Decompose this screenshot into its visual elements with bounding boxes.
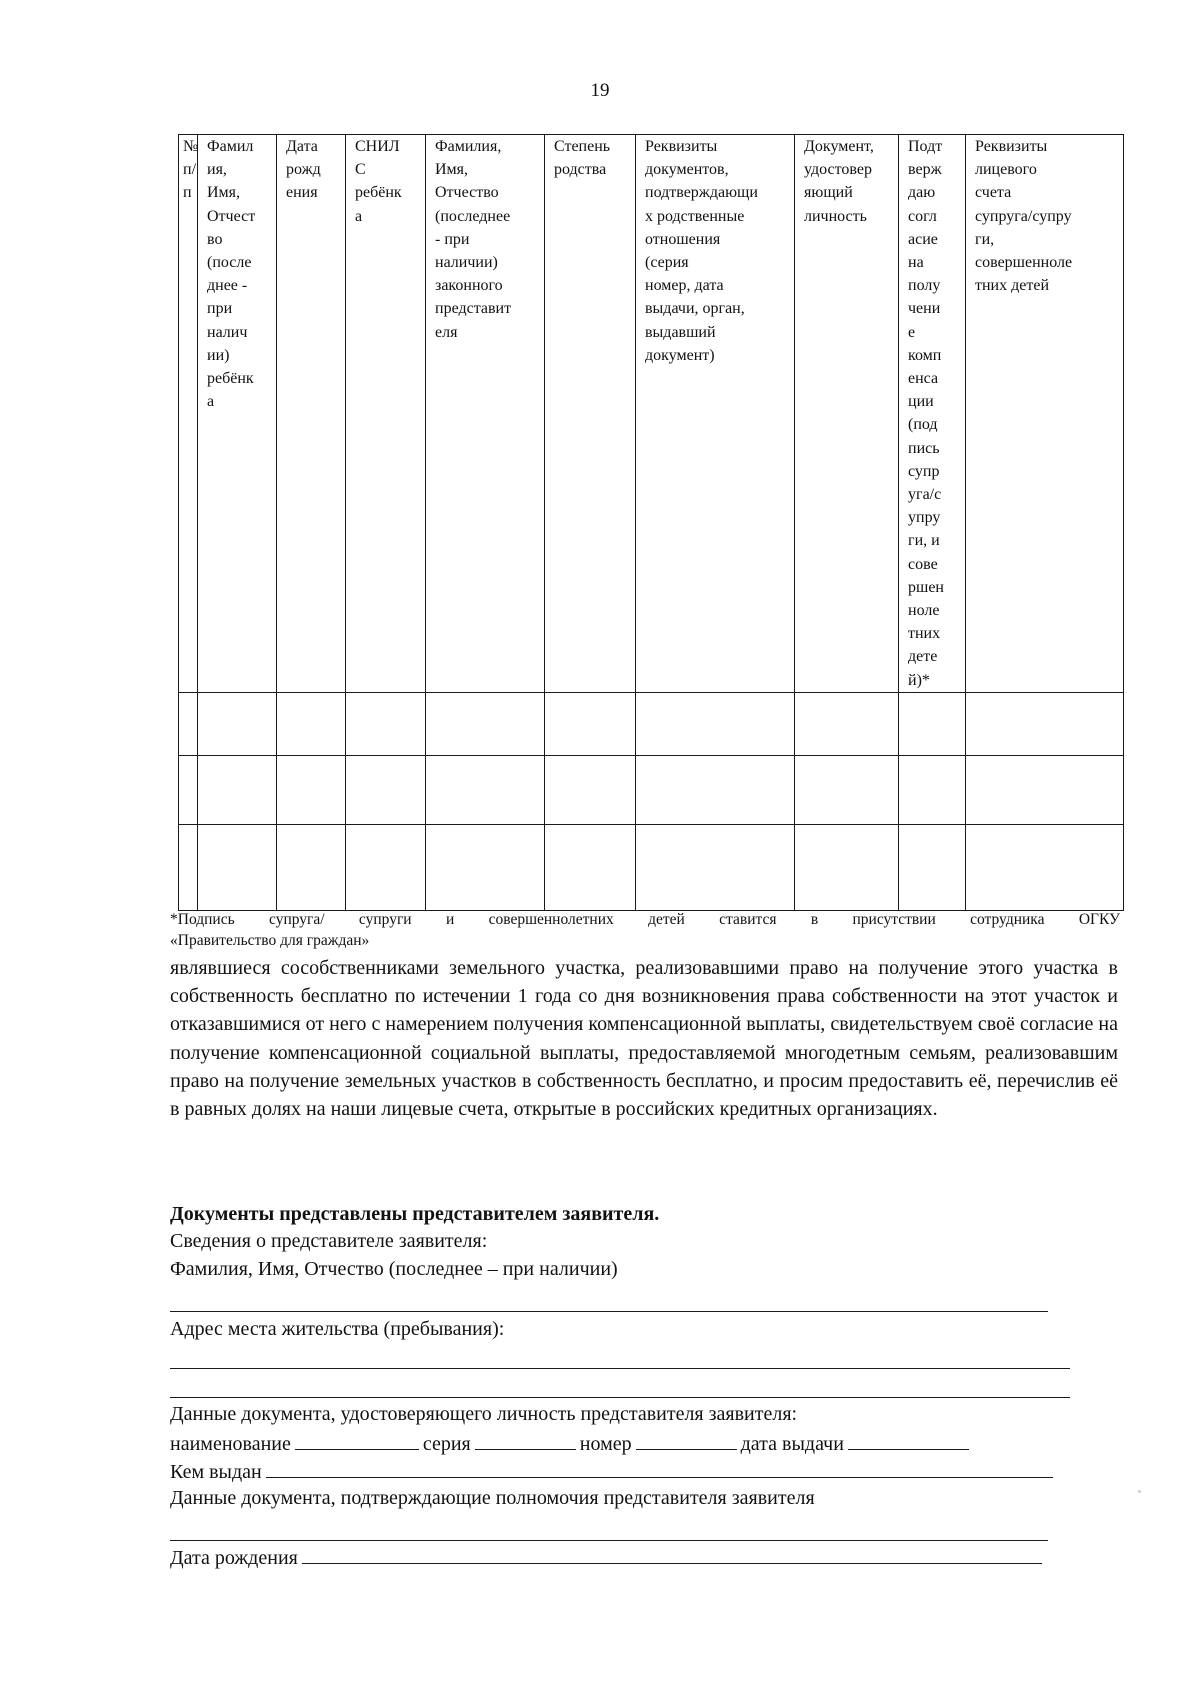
header-child-fio: Фамил ия, Имя, Отчест во (после днее - при налич ии) ребёнк а: [198, 135, 277, 693]
table-cell[interactable]: [545, 755, 636, 824]
table-cell[interactable]: [179, 824, 198, 910]
table-cell[interactable]: [899, 692, 966, 755]
footnote-line-2: «Правительство для граждан»: [170, 932, 370, 949]
header-account-details: Реквизиты лицевого счета супруга/супру ги, совершенноле тних детей: [966, 135, 1124, 693]
table-header-row: [179, 135, 1124, 693]
table-cell[interactable]: [179, 692, 198, 755]
table-cell[interactable]: [346, 755, 426, 824]
children-table: [178, 134, 1124, 911]
table-cell[interactable]: [636, 824, 795, 910]
table-row: [179, 692, 1124, 755]
issued-by-label: Кем выдан: [170, 1461, 262, 1483]
table-cell[interactable]: [179, 755, 198, 824]
id-doc-number-field[interactable]: [636, 1431, 737, 1450]
address-field-line-1[interactable]: [170, 1368, 1070, 1369]
id-doc-series-field[interactable]: [475, 1431, 576, 1450]
authority-document-field[interactable]: [170, 1540, 1048, 1541]
header-relationship-docs: Реквизиты документов, подтверждающи х родственные отношения (серия номер, дата выдачи, орган, выдавший документ): [636, 135, 795, 693]
page-number: 19: [590, 80, 610, 101]
table-cell[interactable]: [198, 692, 277, 755]
representative-heading: Документы представлены представителем заявителя.: [170, 1203, 660, 1225]
table-cell[interactable]: [966, 824, 1124, 910]
id-doc-name-field[interactable]: [295, 1431, 419, 1450]
representative-fio-label: Фамилия, Имя, Отчество (последнее – при наличии): [170, 1258, 618, 1280]
table-row: [179, 824, 1124, 910]
header-snils: СНИЛ С ребёнк а: [346, 135, 426, 693]
table-cell[interactable]: [426, 755, 545, 824]
header-identity-doc: Документ, удостовер яющий личность: [795, 135, 899, 693]
id-doc-issue-date-field[interactable]: [848, 1431, 969, 1450]
table-cell[interactable]: [277, 755, 346, 824]
table-cell[interactable]: [198, 824, 277, 910]
header-birth-date: Дата рожд ения: [277, 135, 346, 693]
table-row: [179, 755, 1124, 824]
authority-document-label: Данные документа, подтверждающие полномочия представителя заявителя: [170, 1487, 815, 1509]
table-cell[interactable]: [795, 824, 899, 910]
header-consent: Подт верж даю согл асие на полу чени е комп енса ции (под пись супр уга/с упру ги, и сове ршен ноле тних дете й)*: [899, 135, 966, 693]
table-cell[interactable]: [899, 824, 966, 910]
table-cell[interactable]: [899, 755, 966, 824]
address-field-line-2[interactable]: [170, 1397, 1070, 1398]
footnote: [170, 909, 1120, 951]
issued-by-line: [170, 1459, 1057, 1484]
scan-speck: [1138, 1490, 1141, 1493]
id-doc-issue-date-label: дата выдачи: [740, 1433, 844, 1455]
id-doc-series-label: серия: [422, 1433, 471, 1455]
table-cell[interactable]: [545, 692, 636, 755]
footnote-line-1: *Подпись супруга/ супруги и совершеннолетних детей ставится в присутствии сотрудника ОГКУ: [170, 911, 1120, 928]
table-cell[interactable]: [277, 824, 346, 910]
table-cell[interactable]: [966, 755, 1124, 824]
consent-paragraph: являвшиеся сособственниками земельного участка, реализовавшими право на получение этого участка в собственность бесплатно по истечении 1 года со дня возникновения права собственности на этот участок и отказавшимися от него с намерением получения компенсационной выплаты, свидетельствуем своё согласие на получение компенсационной социальной выплаты, предоставляемой многодетным семьям, реализовавшим право на получение земельных участков в собственность бесплатно, и просим предоставить её, перечислив её в равных долях на наши лицевые счета, открытые в российских кредитных организациях.: [170, 957, 1118, 1121]
id-document-label: Данные документа, удостоверяющего личность представителя заявителя:: [170, 1403, 798, 1425]
header-representative-fio: Фамилия, Имя, Отчество (последнее - при наличии) законного представит еля: [426, 135, 545, 693]
id-doc-number-label: номер: [579, 1433, 632, 1455]
address-label: Адрес места жительства (пребывания):: [170, 1318, 505, 1340]
table-cell[interactable]: [636, 755, 795, 824]
representative-fio-field[interactable]: [170, 1311, 1048, 1312]
table-cell[interactable]: [966, 692, 1124, 755]
id-document-fields-line: [170, 1431, 973, 1456]
table-cell[interactable]: [426, 824, 545, 910]
id-doc-name-label: наименование: [170, 1433, 291, 1455]
table-cell[interactable]: [346, 824, 426, 910]
table-cell[interactable]: [545, 824, 636, 910]
birth-date-line: [170, 1545, 1046, 1570]
table-cell[interactable]: [795, 755, 899, 824]
table-cell[interactable]: [277, 692, 346, 755]
representative-info-label: Сведения о представителе заявителя:: [170, 1230, 488, 1252]
issued-by-field[interactable]: [266, 1459, 1053, 1478]
header-number: № п/ п: [179, 135, 198, 693]
header-relationship: Степень родства: [545, 135, 636, 693]
table-cell[interactable]: [426, 692, 545, 755]
table-cell[interactable]: [198, 755, 277, 824]
table-cell[interactable]: [636, 692, 795, 755]
table-cell[interactable]: [346, 692, 426, 755]
table-cell[interactable]: [795, 692, 899, 755]
birth-date-label: Дата рождения: [170, 1547, 298, 1569]
birth-date-field[interactable]: [302, 1545, 1042, 1564]
